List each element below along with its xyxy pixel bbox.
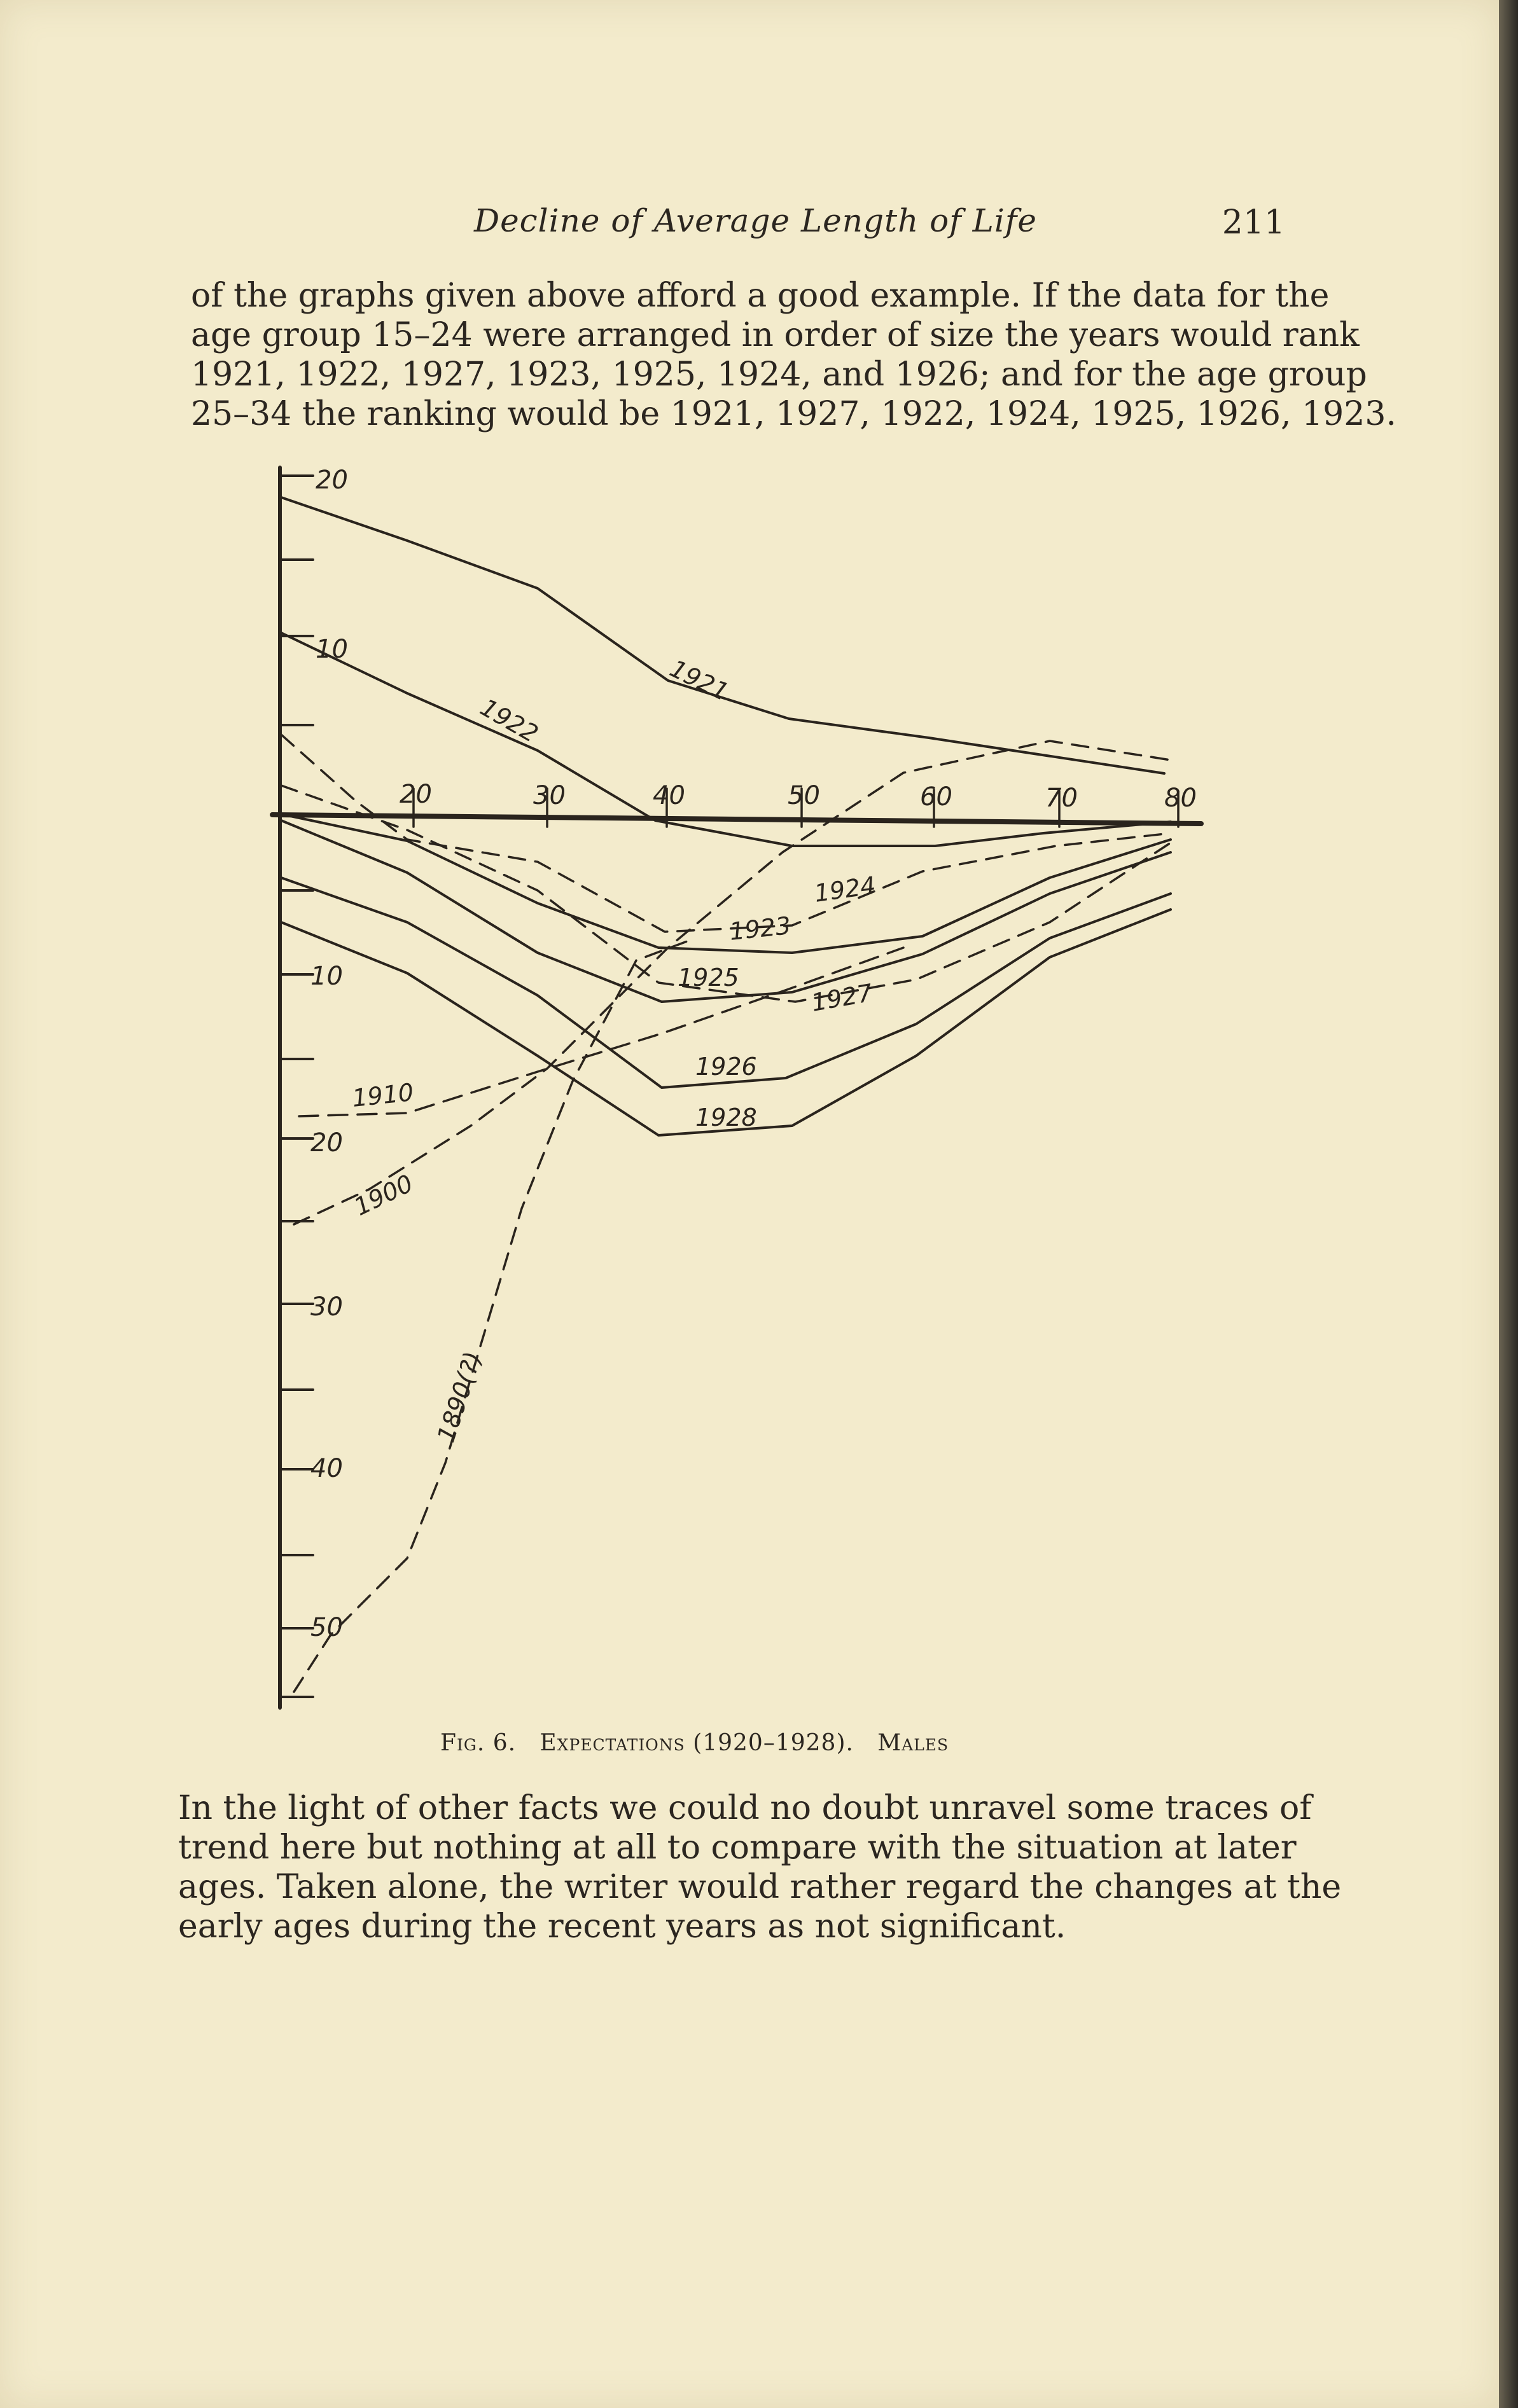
text-line: In the light of other facts we could no doubt unravel some traces of bbox=[178, 1789, 1312, 1827]
x-axis bbox=[272, 815, 1201, 824]
page-number: 211 bbox=[1222, 204, 1285, 242]
text-line: of the graphs given above afford a good example. If the data for the bbox=[191, 277, 1330, 315]
x-tick-label: 20 bbox=[400, 780, 432, 809]
label-1890: 1890(?) bbox=[431, 1348, 487, 1446]
text-line: early ages during the recent years as not significant. bbox=[178, 1907, 1066, 1946]
label-1928: 1928 bbox=[695, 1104, 757, 1131]
paragraph-bottom bbox=[178, 1789, 1342, 1946]
label-1921: 1921 bbox=[665, 654, 734, 707]
series-line-1928 bbox=[281, 910, 1171, 1135]
y-tick-label: 40 bbox=[310, 1454, 343, 1483]
label-1924: 1924 bbox=[812, 871, 878, 908]
caption-title: Expectations (1920–1928). bbox=[540, 1730, 854, 1756]
label-1927: 1927 bbox=[809, 978, 875, 1017]
y-tick-label: 20 bbox=[310, 1128, 343, 1158]
text-line: 25–34 the ranking would be 1921, 1927, 1922, 1924, 1925, 1926, 1923. bbox=[191, 395, 1396, 433]
x-tick-label: 40 bbox=[653, 781, 685, 810]
y-tick-label: 50 bbox=[310, 1613, 343, 1642]
series-line-1890 bbox=[294, 941, 687, 1692]
y-tick-label: 10 bbox=[310, 962, 343, 991]
label-1900: 1900 bbox=[349, 1169, 417, 1222]
y-tick-label: 20 bbox=[316, 466, 348, 495]
y-tick-label: 30 bbox=[310, 1292, 343, 1322]
text-line: 1921, 1922, 1927, 1923, 1925, 1924, and 1926; and for the age group bbox=[191, 356, 1367, 394]
text-line: ages. Taken alone, the writer would rather regard the changes at the bbox=[178, 1868, 1342, 1906]
x-tick-label: 70 bbox=[1045, 784, 1078, 813]
x-tick-label: 30 bbox=[533, 781, 566, 810]
label-1922: 1922 bbox=[475, 693, 543, 749]
x-tick-label: 50 bbox=[788, 781, 820, 810]
y-tick-label: 10 bbox=[316, 635, 348, 664]
figure-caption bbox=[440, 1730, 949, 1756]
caption-prefix: Fig. 6. bbox=[440, 1730, 517, 1756]
text-line: age group 15–24 were arranged in order of size the years would rank bbox=[191, 316, 1360, 354]
series-line-1921 bbox=[281, 497, 1164, 773]
label-1923: 1923 bbox=[728, 911, 793, 946]
y-ticks bbox=[280, 476, 313, 1697]
x-tick-label: 60 bbox=[920, 782, 952, 812]
running-title: Decline of Average Length of Life bbox=[474, 202, 1037, 239]
text-line: trend here but nothing at all to compare with the situation at later bbox=[178, 1829, 1297, 1867]
label-1910: 1910 bbox=[351, 1078, 415, 1112]
label-1925: 1925 bbox=[678, 964, 739, 992]
x-tick-label: 80 bbox=[1164, 784, 1197, 813]
caption-suffix: Males bbox=[877, 1730, 949, 1756]
label-1926: 1926 bbox=[695, 1053, 757, 1081]
